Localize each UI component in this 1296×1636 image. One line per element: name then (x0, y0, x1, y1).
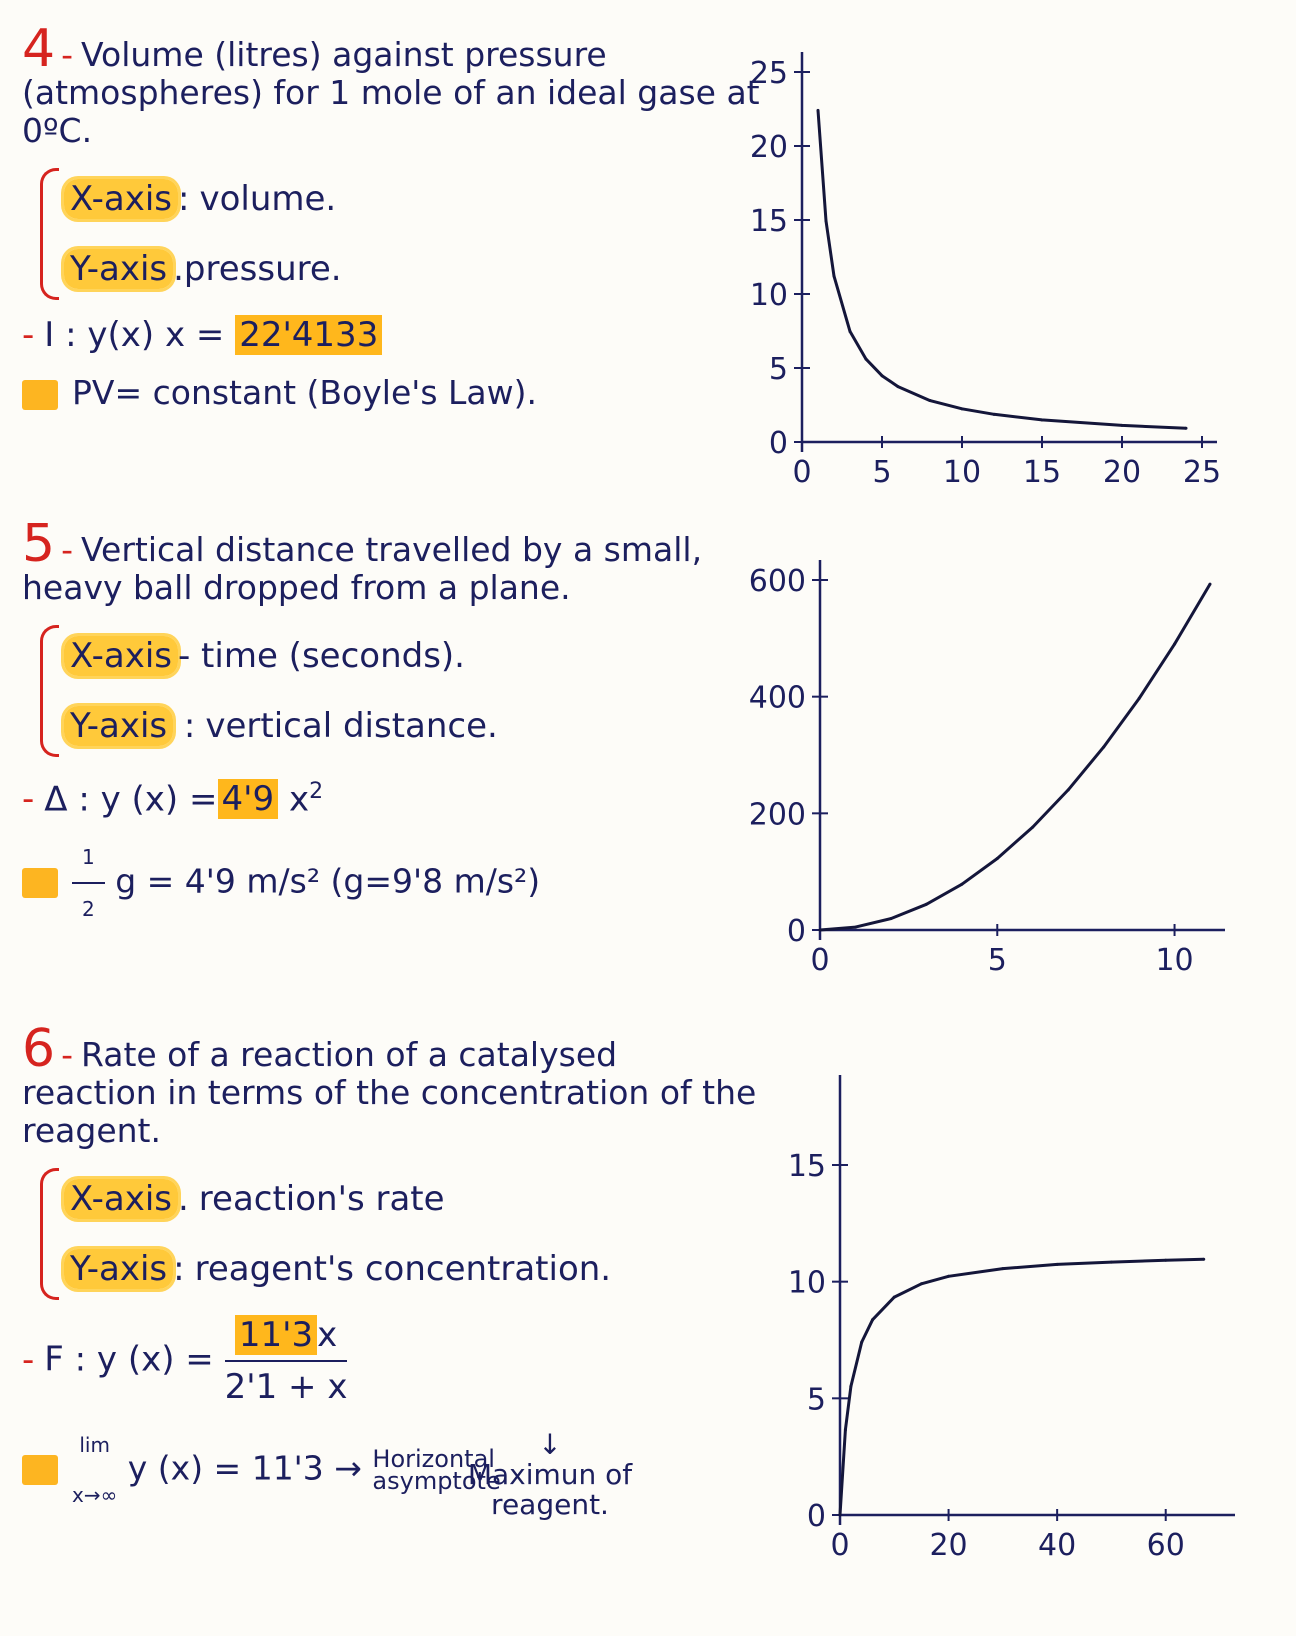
fraction-denominator: 2 (82, 897, 95, 922)
data-point (1164, 1259, 1167, 1262)
y-tick-label: 0 (786, 914, 806, 949)
y-axis-desc: vertical distance. (205, 706, 498, 746)
y-tick-label: 20 (749, 130, 788, 165)
section-number: 6 (22, 1019, 56, 1079)
function-value: 4'9 (218, 779, 279, 819)
note-text: g = 4'9 m/s² (g=9'8 m/s²) (115, 861, 541, 901)
data-point (1001, 1267, 1004, 1270)
data-point (993, 413, 996, 416)
data-point (1185, 427, 1188, 430)
function-line: - F : y (x) = $\frac{11'3 x}{2'1 + x}$ (22, 1310, 762, 1412)
y-tick-label: 0 (768, 426, 788, 461)
x-tick-label: 0 (830, 1528, 850, 1563)
limit-text: lim (79, 1433, 110, 1457)
data-point (1173, 643, 1176, 646)
fraction-numerator-var: x (317, 1315, 338, 1355)
data-point (881, 374, 884, 377)
data-point (1110, 1261, 1113, 1264)
section-title-text: Vertical distance travelled by a small, heavy ball dropped from a plane. (22, 530, 703, 607)
data-point (825, 219, 828, 222)
data-point (897, 385, 900, 388)
axes-list (40, 1164, 762, 1304)
y-axis-label: Y-axis (64, 706, 173, 746)
data-point (1121, 424, 1124, 427)
y-axis-label: Y-axis (64, 249, 173, 289)
y-tick-label: 25 (749, 56, 788, 91)
section-number: 5 (22, 514, 56, 574)
chart-free-fall (740, 545, 1240, 985)
maximum-text: Maximun of reagent. (467, 1458, 633, 1521)
x-axis-label: X-axis (64, 1179, 178, 1219)
data-point (920, 1282, 923, 1285)
x-tick-label: 5 (872, 455, 892, 490)
x-tick-label: 0 (810, 943, 830, 978)
brace-icon (40, 168, 59, 300)
data-point (1041, 418, 1044, 421)
data-point (961, 407, 964, 410)
x-tick-label: 15 (1022, 455, 1062, 490)
section-5-notes (22, 514, 762, 934)
data-point (1067, 788, 1070, 791)
x-tick-label: 0 (792, 455, 812, 490)
data-point (871, 1318, 874, 1321)
x-tick-label: 20 (929, 1528, 968, 1563)
y-tick-label: 5 (768, 352, 788, 387)
function-prefix: F : y (x) = (44, 1339, 214, 1380)
section-6-title: 6 - Rate of a reaction of a catalysed reaction in terms of the concentration of the reagent. (22, 1019, 757, 1150)
data-point (1138, 697, 1141, 700)
square-bullet-icon (22, 868, 58, 898)
data-point (1202, 1258, 1205, 1261)
function-exponent: 2 (309, 779, 324, 804)
y-axis-line: Y-axis : vertical distance. (64, 691, 762, 761)
data-point (925, 903, 928, 906)
data-point (865, 358, 868, 361)
x-axis-label: X-axis (64, 179, 178, 219)
series-line (818, 110, 1186, 428)
data-point (960, 883, 963, 886)
data-point (947, 1275, 950, 1278)
chart-boyle (740, 30, 1240, 500)
x-tick-label: 20 (1102, 455, 1142, 490)
function-var: x (288, 779, 310, 820)
data-point (844, 1428, 847, 1431)
asymptote-text: Horizontal asymptote (372, 1445, 501, 1495)
data-point (893, 1296, 896, 1299)
y-axis-label: Y-axis (64, 1249, 173, 1289)
note-line (22, 832, 762, 934)
data-point (1102, 746, 1105, 749)
x-axis-line: X-axis . reaction's rate (64, 1164, 762, 1234)
data-point (1209, 583, 1212, 586)
y-tick-label: 600 (748, 564, 806, 599)
x-axis-line (64, 621, 762, 691)
note-line (22, 368, 762, 418)
function-line: - I : y(x) x = 22'4133 (22, 310, 762, 360)
square-bullet-icon (22, 380, 58, 410)
fraction (225, 1310, 348, 1412)
y-tick-label: 0 (806, 1499, 826, 1534)
data-point (849, 1385, 852, 1388)
data-point (1056, 1263, 1059, 1266)
down-arrow-icon: ↓ (538, 1428, 562, 1461)
function-value: 22'4133 (235, 315, 382, 355)
data-point (839, 1514, 842, 1517)
section-5-title: 5 - Vertical distance travelled by a small, heavy ball dropped from a plane. (22, 514, 703, 607)
x-axis-desc: volume. (199, 179, 337, 219)
x-axis-desc: reaction's rate (198, 1179, 445, 1219)
y-tick-label: 400 (748, 680, 806, 716)
fraction-numerator-value: 11'3 (235, 1315, 317, 1355)
function-line: - Δ : y (x) = 4'9 $x^2$ (22, 779, 324, 820)
series-line (820, 584, 1210, 930)
brace-icon (40, 625, 59, 757)
data-point (996, 857, 999, 860)
data-point (849, 330, 852, 333)
data-point (817, 109, 820, 112)
function-prefix: I : y(x) x = (44, 315, 225, 355)
fraction (72, 832, 105, 934)
chart-reaction-rate (740, 1080, 1240, 1580)
limit-subscript: x→∞ (72, 1483, 118, 1507)
section-title-text: Rate of a reaction of a catalysed reaction in terms of the concentration of the reagent. (22, 1035, 757, 1150)
y-axis-line (64, 234, 762, 304)
section-number: 4 (22, 19, 56, 79)
fraction-denominator: 2'1 + x (224, 1367, 348, 1407)
section-4-notes (22, 19, 762, 418)
x-tick-label: 25 (1182, 455, 1222, 490)
square-bullet-icon (22, 1455, 58, 1485)
maximum-note (430, 1430, 670, 1520)
data-point (889, 917, 892, 920)
x-tick-label: 10 (942, 455, 982, 490)
y-tick-label: 15 (749, 204, 788, 239)
data-point (929, 399, 932, 402)
y-tick-label: 10 (787, 1265, 826, 1301)
y-tick-label: 10 (749, 278, 788, 313)
data-point (854, 926, 857, 929)
limit-label (72, 1420, 117, 1520)
section-4-title: 4 - Volume (litres) against pressure (atmospheres) for 1 mole of an ideal gase at 0ºC. (22, 19, 760, 150)
x-axis-line: X-axis : volume. (64, 164, 762, 234)
note-text: PV= constant (Boyle's Law). (72, 373, 537, 412)
x-tick-label: 40 (1038, 1528, 1077, 1563)
axes-list (40, 621, 762, 761)
data-point (819, 929, 822, 932)
y-axis-desc: .pressure. (173, 249, 342, 289)
data-point (833, 275, 836, 278)
y-tick-label: 200 (748, 797, 806, 833)
x-axis-desc: - time (seconds). (177, 636, 465, 676)
y-tick-label: 5 (806, 1382, 826, 1418)
y-axis-desc: reagent's concentration. (194, 1249, 612, 1289)
fraction-numerator: 1 (72, 832, 105, 884)
axes-list (40, 164, 762, 304)
x-tick-label: 5 (987, 943, 1007, 978)
y-axis-line: Y-axis : reagent's concentration. (64, 1234, 762, 1304)
section-title-text: Volume (litres) against pressure (atmospheres) for 1 mole of an ideal gase at 0ºC. (22, 35, 760, 150)
y-tick-label: 15 (787, 1149, 826, 1184)
brace-icon (40, 1168, 59, 1300)
data-point (860, 1341, 863, 1344)
x-axis-label: X-axis (64, 636, 178, 676)
x-tick-label: 60 (1146, 1528, 1185, 1563)
function-prefix: Δ : y (x) = (44, 779, 218, 820)
limit-expression: y (x) = 11'3 → (127, 1448, 362, 1488)
data-point (1031, 826, 1034, 829)
x-tick-label: 10 (1155, 943, 1194, 978)
